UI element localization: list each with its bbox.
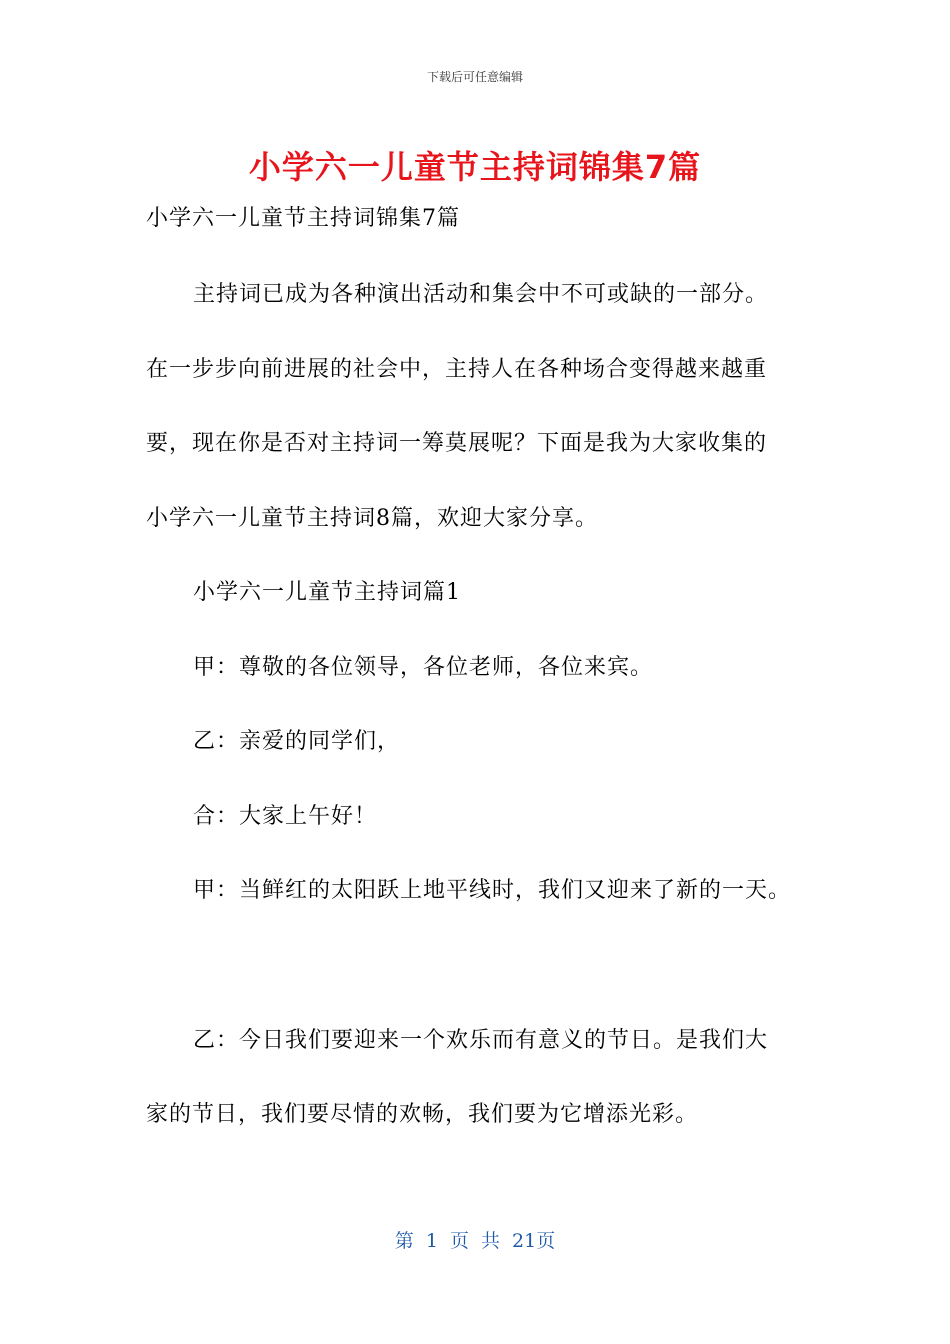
paragraph-line: 甲：尊敬的各位领导，各位老师，各位来宾。 bbox=[193, 655, 654, 680]
paragraph-line: 甲：当鲜红的太阳跃上地平线时，我们又迎来了新的一天。 bbox=[193, 878, 792, 903]
page-footer: 第 1 页 共 21页 bbox=[394, 1230, 556, 1252]
paragraph-line: 主持词已成为各种演出活动和集会中不可或缺的一部分。 bbox=[193, 282, 769, 307]
section-heading: 小学六一儿童节主持词篇1 bbox=[193, 580, 461, 605]
paragraph-line: 合：大家上午好！ bbox=[193, 804, 378, 829]
paragraph-line: 在一步步向前进展的社会中，主持人在各种场合变得越来越重 bbox=[146, 357, 768, 382]
paragraph-line: 乙：今日我们要迎来一个欢乐而有意义的节日。是我们大 bbox=[193, 1028, 769, 1053]
subtitle-line: 小学六一儿童节主持词锦集7篇 bbox=[146, 206, 460, 231]
paragraph-line: 乙：亲爱的同学们， bbox=[193, 729, 401, 754]
paragraph-line: 小学六一儿童节主持词8篇，欢迎大家分享。 bbox=[146, 506, 598, 531]
header-note: 下载后可任意编辑 bbox=[426, 70, 523, 84]
paragraph-line: 要，现在你是否对主持词一筹莫展呢？下面是我为大家收集的 bbox=[146, 431, 768, 456]
paragraph-line: 家的节日，我们要尽情的欢畅，我们要为它增添光彩。 bbox=[146, 1102, 699, 1127]
document-title: 小学六一儿童节主持词锦集7篇 bbox=[248, 148, 702, 186]
